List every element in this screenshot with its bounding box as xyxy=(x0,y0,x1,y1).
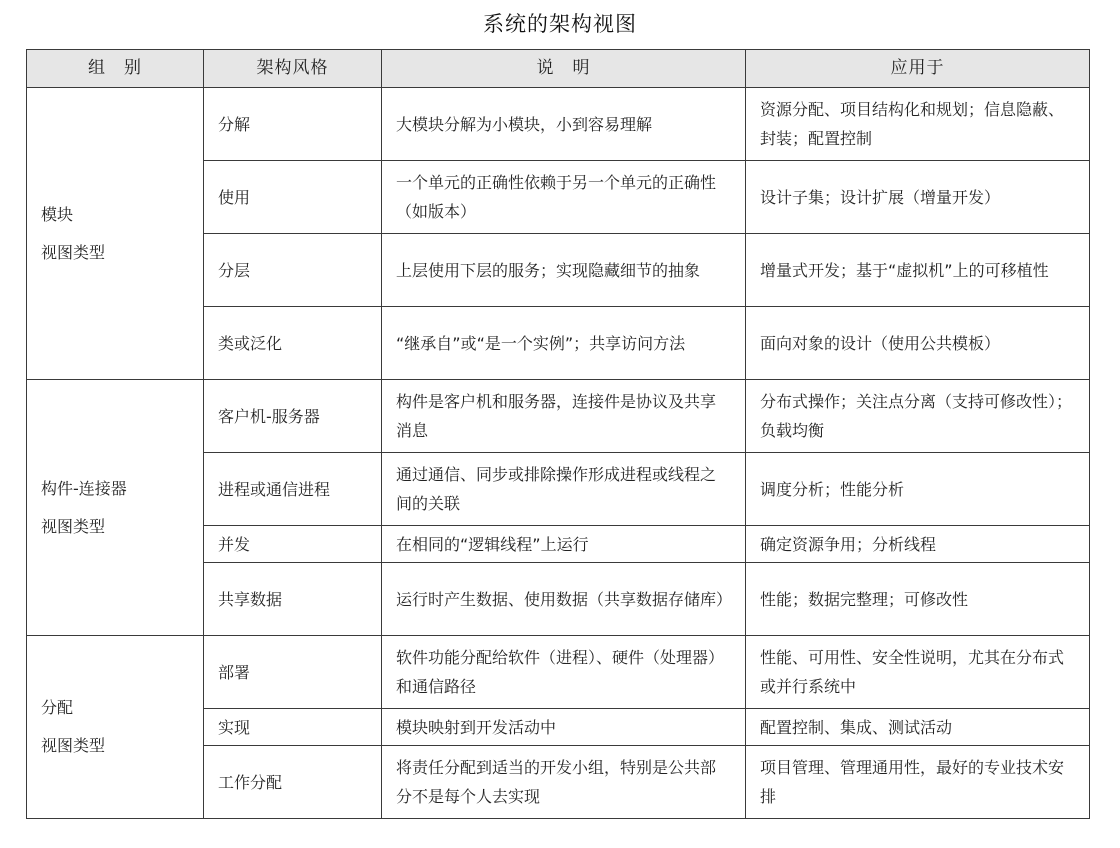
desc-cell: 运行时产生数据、使用数据（共享数据存储库） xyxy=(382,563,746,636)
style-cell: 部署 xyxy=(204,636,382,709)
table-row xyxy=(27,636,1090,709)
header-style: 架构风格 xyxy=(204,50,382,88)
desc-cell: 软件功能分配给软件（进程）、硬件（处理器）和通信路径 xyxy=(382,636,746,709)
header-group: 组 别 xyxy=(27,50,204,88)
table-row xyxy=(27,88,1090,161)
table-row xyxy=(27,380,1090,453)
group-cell-module xyxy=(27,88,204,380)
desc-cell: “继承自”或“是一个实例”；共享访问方法 xyxy=(382,307,746,380)
style-cell: 工作分配 xyxy=(204,746,382,819)
usage-cell: 性能；数据完整理；可修改性 xyxy=(746,563,1090,636)
usage-cell: 调度分析；性能分析 xyxy=(746,453,1090,526)
style-cell: 分解 xyxy=(204,88,382,161)
group-name: 模块 xyxy=(41,204,74,224)
usage-cell: 项目管理、管理通用性，最好的专业技术安排 xyxy=(746,746,1090,819)
desc-cell: 模块映射到开发活动中 xyxy=(382,709,746,746)
group-cell-component-connector xyxy=(27,380,204,636)
style-cell: 进程或通信进程 xyxy=(204,453,382,526)
usage-cell: 分布式操作；关注点分离（支持可修改性）；负载均衡 xyxy=(746,380,1090,453)
desc-cell: 通过通信、同步或排除操作形成进程或线程之间的关联 xyxy=(382,453,746,526)
desc-cell: 构件是客户机和服务器，连接件是协议及共享消息 xyxy=(382,380,746,453)
group-subtitle: 视图类型 xyxy=(41,516,106,536)
desc-cell: 上层使用下层的服务；实现隐藏细节的抽象 xyxy=(382,234,746,307)
desc-cell: 一个单元的正确性依赖于另一个单元的正确性（如版本） xyxy=(382,161,746,234)
style-cell: 并发 xyxy=(204,526,382,563)
group-name: 分配 xyxy=(41,698,74,717)
usage-cell: 面向对象的设计（使用公共模板） xyxy=(746,307,1090,380)
desc-cell: 大模块分解为小模块，小到容易理解 xyxy=(382,88,746,161)
style-cell: 类或泛化 xyxy=(204,307,382,380)
style-cell: 分层 xyxy=(204,234,382,307)
group-subtitle: 视图类型 xyxy=(41,736,106,755)
header-usage: 应用于 xyxy=(746,50,1090,88)
usage-cell: 增量式开发；基于“虚拟机”上的可移植性 xyxy=(746,234,1090,307)
usage-cell: 资源分配、项目结构化和规划；信息隐蔽、封装；配置控制 xyxy=(746,88,1090,161)
page-title: 系统的架构视图 xyxy=(483,12,637,36)
header-row xyxy=(27,50,1090,88)
usage-cell: 性能、可用性、安全性说明，尤其在分布式或并行系统中 xyxy=(746,636,1090,709)
group-name: 构件-连接器 xyxy=(41,478,127,498)
desc-cell: 将责任分配到适当的开发小组，特别是公共部分不是每个人去实现 xyxy=(382,746,746,819)
style-cell: 客户机-服务器 xyxy=(204,380,382,453)
style-cell: 实现 xyxy=(204,709,382,746)
style-cell: 共享数据 xyxy=(204,563,382,636)
usage-cell: 配置控制、集成、测试活动 xyxy=(746,709,1090,746)
group-cell-allocation xyxy=(27,636,204,819)
architecture-views-table xyxy=(26,49,1090,819)
usage-cell: 设计子集；设计扩展（增量开发） xyxy=(746,161,1090,234)
usage-cell: 确定资源争用；分析线程 xyxy=(746,526,1090,563)
group-subtitle: 视图类型 xyxy=(41,242,106,262)
style-cell: 使用 xyxy=(204,161,382,234)
desc-cell: 在相同的“逻辑线程”上运行 xyxy=(382,526,746,563)
header-desc: 说 明 xyxy=(382,50,746,88)
